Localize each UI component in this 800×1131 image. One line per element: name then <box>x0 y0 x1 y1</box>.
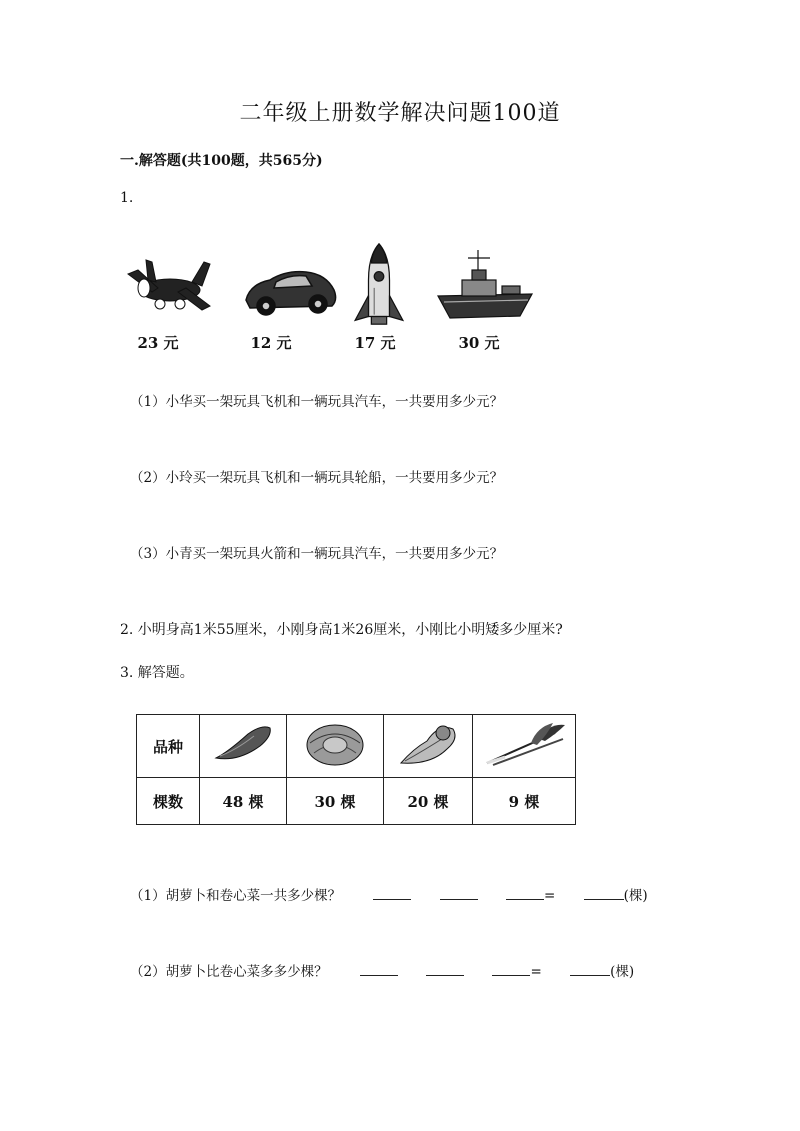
answer-blank[interactable] <box>373 885 411 900</box>
price-car: 12 元 <box>250 334 292 352</box>
answer-blank[interactable] <box>584 885 624 900</box>
green-onion-icon <box>479 719 569 769</box>
equals-sign: = <box>543 888 556 904</box>
cabbage-icon <box>300 719 370 769</box>
count-carrot: 48 棵 <box>200 778 287 825</box>
question-3-part-1-text: （1）胡萝卜和卷心菜一共多少棵？ <box>130 888 342 904</box>
answer-blank[interactable] <box>426 961 464 976</box>
answer-blank[interactable] <box>360 961 398 976</box>
section-heading: 一.解答题(共100题，共565分) <box>120 153 323 169</box>
rocket-icon <box>324 242 434 328</box>
table-header-count: 棵数 <box>137 778 200 825</box>
ship-icon <box>432 240 542 330</box>
price-ship: 30 元 <box>458 334 500 352</box>
answer-blank[interactable] <box>492 961 530 976</box>
unit-label: (棵) <box>623 888 648 904</box>
airplane-icon <box>118 240 228 330</box>
question-2: 2. 小明身高1米55厘米，小刚身高1米26厘米，小刚比小明矮多少厘米? <box>120 622 563 638</box>
question-1-part-1: （1）小华买一架玩具飞机和一辆玩具汽车，一共要用多少元？ <box>130 394 504 410</box>
equals-sign: = <box>530 964 542 980</box>
page-title: 二年级上册数学解决问题100道 <box>239 101 561 126</box>
question-1-number: 1. <box>120 190 134 206</box>
count-cabbage: 30 棵 <box>287 778 384 825</box>
chinese-cabbage-icon <box>393 719 463 769</box>
table-header-variety: 品种 <box>137 715 200 778</box>
answer-blank[interactable] <box>440 885 478 900</box>
count-chinese-cabbage: 20 棵 <box>384 778 473 825</box>
price-rocket: 17 元 <box>354 334 396 352</box>
unit-label: (棵) <box>610 964 635 980</box>
question-1-part-2: （2）小玲买一架玩具飞机和一辆玩具轮船，一共要用多少元？ <box>130 470 504 486</box>
answer-blank[interactable] <box>506 885 544 900</box>
question-3-part-2 <box>130 960 634 980</box>
carrot-icon <box>208 722 278 766</box>
vegetable-table <box>136 714 576 825</box>
question-3-part-1 <box>130 884 648 904</box>
question-3-part-2-text: （2）胡萝卜比卷心菜多多少棵？ <box>130 964 328 980</box>
answer-blank[interactable] <box>570 961 610 976</box>
question-1-part-3: （3）小青买一架玩具火箭和一辆玩具汽车，一共要用多少元？ <box>130 546 504 562</box>
count-green-onion: 9 棵 <box>473 778 576 825</box>
question-3-label: 3. 解答题。 <box>120 665 194 681</box>
price-airplane: 23 元 <box>137 334 179 352</box>
